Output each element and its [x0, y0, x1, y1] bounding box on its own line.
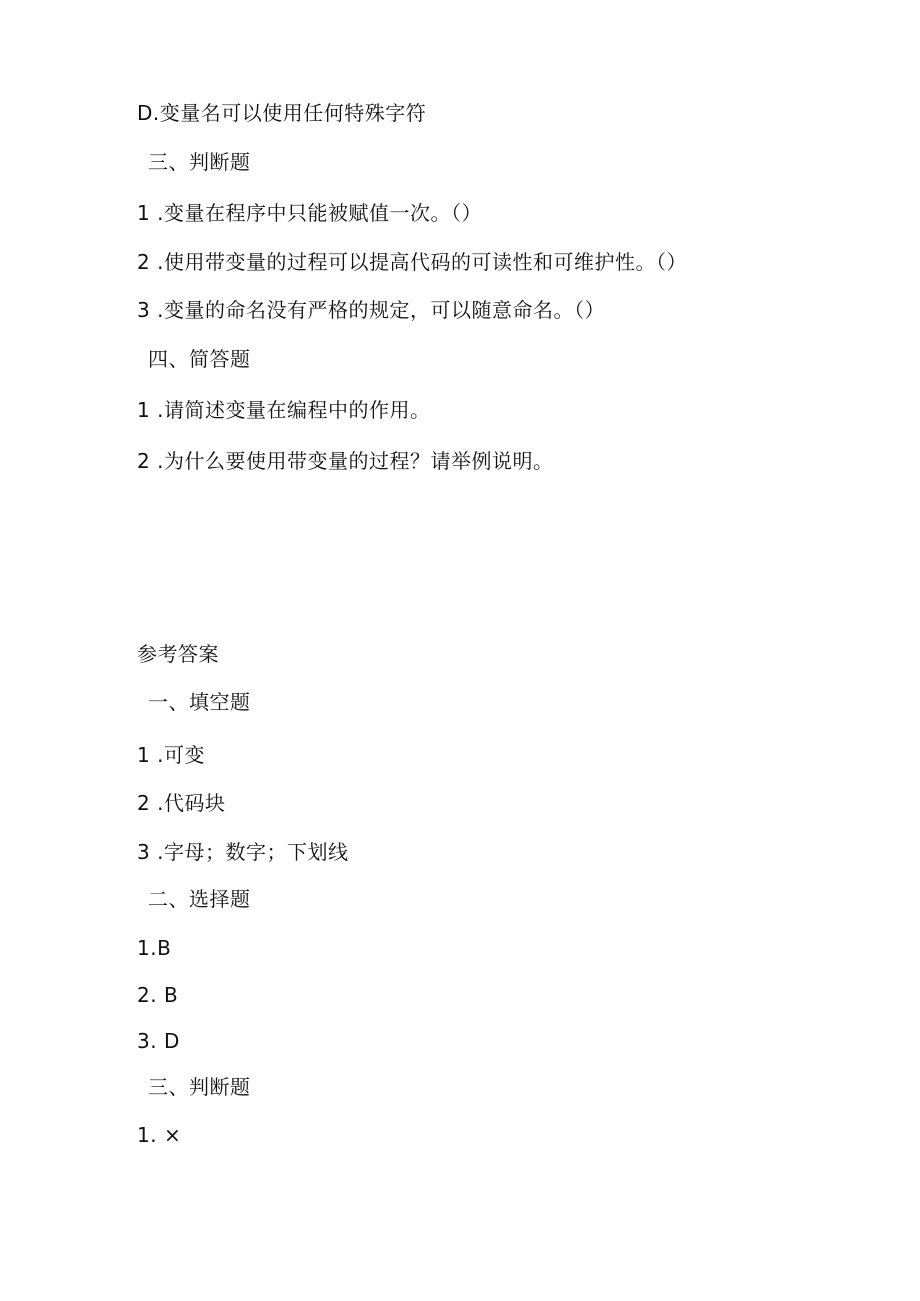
true-false-question-3: 3 .变量的命名没有严格的规定，可以随意命名。（） [137, 298, 605, 322]
answers-heading-fill-blank: 一、填空题 [148, 690, 251, 714]
true-false-question-2: 2 .使用带变量的过程可以提高代码的可读性和可维护性。（） [137, 250, 687, 274]
answer-choice-3: 3. D [137, 1029, 180, 1053]
section-heading-true-false: 三、判断题 [148, 150, 251, 174]
answer-true-false-1: 1. × [137, 1123, 182, 1147]
answer-fill-blank-2: 2 .代码块 [137, 791, 226, 815]
answer-choice-2: 2. B [137, 983, 179, 1007]
answer-fill-blank-1: 1 .可变 [137, 743, 205, 767]
true-false-question-1: 1 .变量在程序中只能被赋值一次。（） [137, 201, 482, 225]
short-answer-question-2: 2 .为什么要使用带变量的过程？请举例说明。 [137, 449, 554, 473]
answer-choice-1: 1.B [137, 936, 172, 960]
short-answer-question-1: 1 .请简述变量在编程中的作用。 [137, 398, 431, 422]
option-d: D.变量名可以使用任何特殊字符 [137, 101, 427, 125]
answer-fill-blank-3: 3 .字母；数字；下划线 [137, 840, 349, 864]
answers-heading-multiple-choice: 二、选择题 [148, 887, 251, 911]
section-heading-short-answer: 四、简答题 [148, 347, 251, 371]
answers-title: 参考答案 [137, 642, 219, 666]
answers-heading-true-false: 三、判断题 [148, 1075, 251, 1099]
